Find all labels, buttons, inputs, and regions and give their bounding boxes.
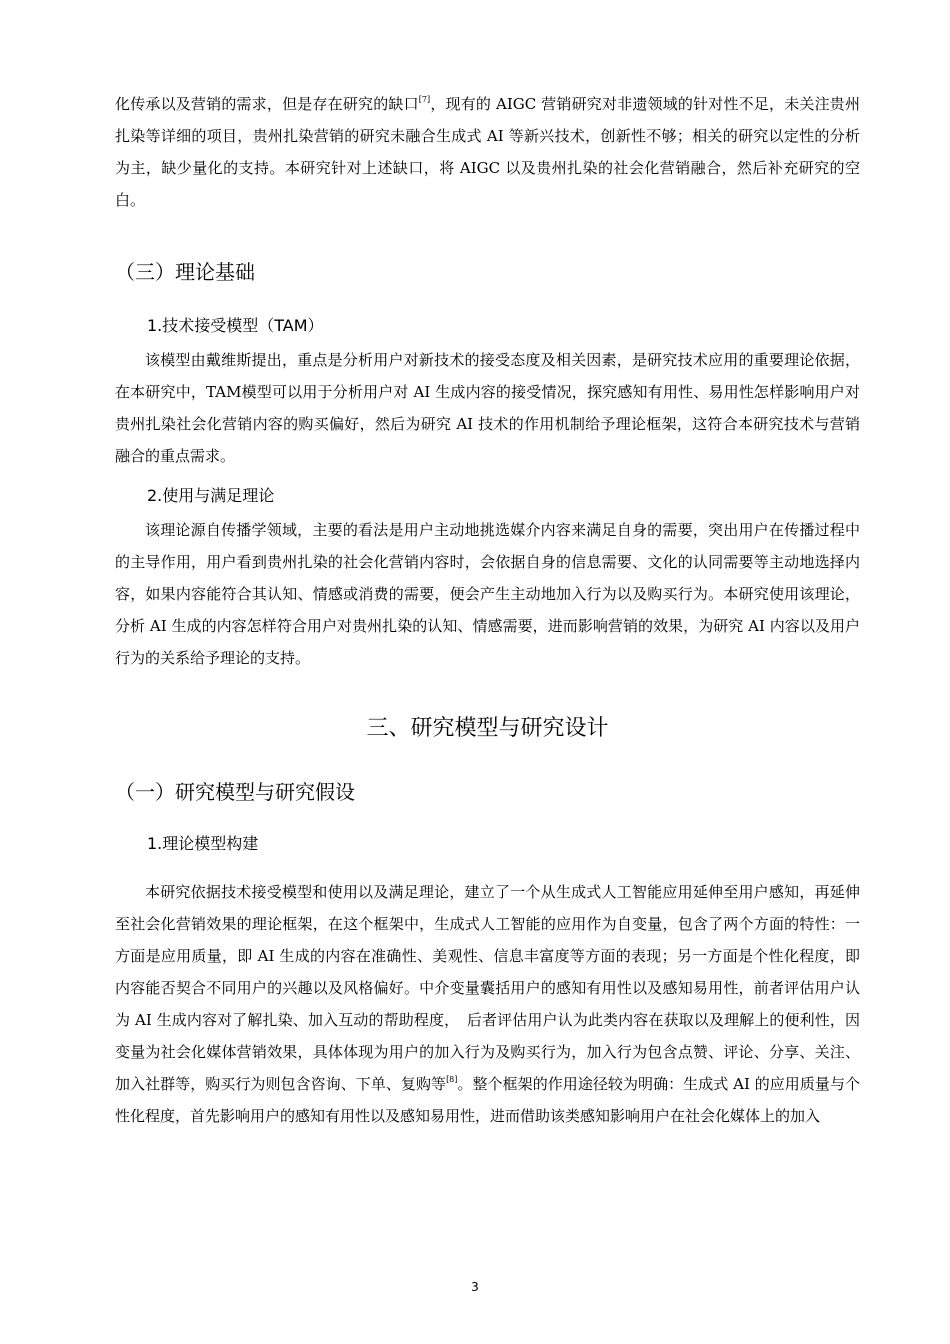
intro-text-part1: 化传承以及营销的需求，但是存在研究的缺口 [115,95,419,113]
paragraph-uses-gratifications: 该理论源自传播学领域，主要的看法是用户主动地挑选媒介内容来满足自身的需要，突出用户在传播过程中的主导作用，用户看到贵州扎染的社会化营销内容时，会依据自身的信息需要、文化的认同需要等主动地选择内容，如果内容能符合其认知、情感或消费的需要，便会产生主动地加入行为以及购买行为。本研究使用该理论，分析 AI 生成的内容怎样符合用户对贵州扎染的认知、情感需要，进而影响营销的效果，为研究 AI 内容以及用户行为的关系给予理论的支持。 [115,521,860,667]
model-text-part1: 本研究依据技术接受模型和使用以及满足理论，建立了一个从生成式人工智能应用延伸至用户感知，再延伸至社会化营销效果的理论框架，在这个框架中，生成式人工智能的应用作为自变量，包含了两个方面的特性：一方面是应用质量，即 AI 生成的内容在准确性、美观性、信息丰富度等方面的表现；另一方面是个性化程度，即内容能否契合不同用户的兴趣以及风格偏好。中介变量囊括用户的感知有用性以及感知易用性，前者评估用户认为 AI 生成内容对了解扎染、加入互动的帮助程度， 后者评估用户认为此类内容在获取以及理解上的便利性，因变量为社会化媒体营销效果，具体体现为用户的加入行为及购买行为，加入行为包含点赞、评论、分享、关注、加入社群等，购买行为则包含咨询、下单、复购等 [115,883,860,1093]
subheading-model-construction: 1.理论模型构建 [147,834,259,853]
section-heading-theory: （三）理论基础 [115,260,255,284]
citation-7: [7] [418,95,431,104]
intro-paragraph [115,88,860,216]
subheading-uses-gratifications: 2.使用与满足理论 [147,486,275,505]
chapter-heading: 三、研究模型与研究设计 [366,716,609,741]
citation-8: [8] [446,1075,458,1084]
paragraph-tam: 该模型由戴维斯提出，重点是分析用户对新技术的接受态度及相关因素，是研究技术应用的重要理论依据，在本研究中，TAM模型可以用于分析用户对 AI 生成内容的接受情况，探究感知有用性、易用性怎样影响用户对贵州扎染社会化营销内容的购买偏好，然后为研究 AI 技术的作用机制给予理论框架，这符合本研究技术与营销融合的重点需求。 [115,351,860,465]
model-text-part2: 。整个框架的作用途径较为明确：生成式 AI 的应用质量与个性化程度，首先影响用户的感知有用性以及感知易用性，进而借助该类感知影响用户在社会化媒体上的加入 [115,1075,860,1125]
page-content [115,88,860,1132]
page-number: 3 [471,1280,479,1294]
subheading-tam: 1.技术接受模型（TAM） [147,316,324,335]
section-heading-model: （一）研究模型与研究假设 [115,780,355,804]
paragraph-model-construction [115,876,860,1132]
intro-text-part2: ，现有的 AIGC 营销研究对非遗领域的针对性不足，未关注贵州扎染等详细的项目，贵州扎染营销的研究未融合生成式 AI 等新兴技术，创新性不够；相关的研究以定性的分析为主，缺少量化的支持。本研究针对上述缺口，将 AIGC 以及贵州扎染的社会化营销融合，然后补充研究的空白。 [115,95,860,209]
